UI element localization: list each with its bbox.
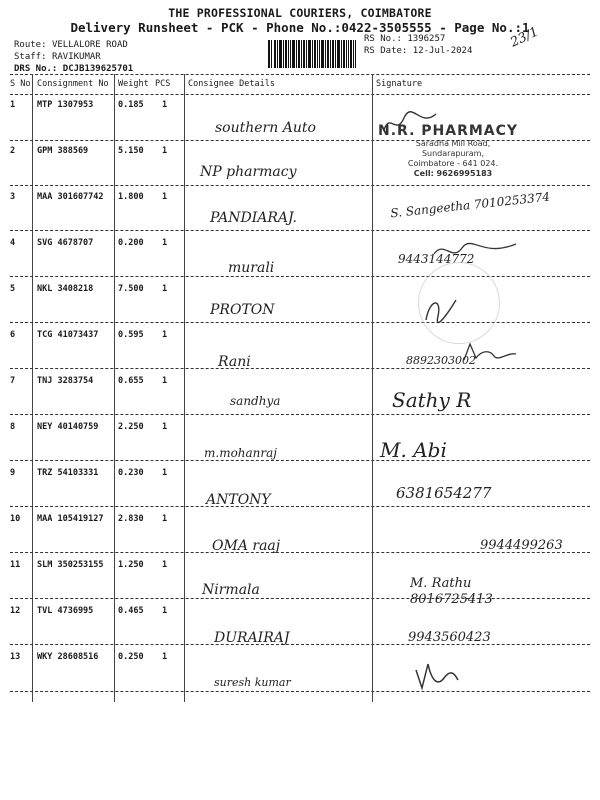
col-header-consignment: Consignment No: [37, 79, 109, 89]
row-9-weight: 0.230: [118, 468, 144, 478]
row-11-consignee: Nirmala: [202, 582, 260, 598]
signature-scribble-row5: [420, 294, 460, 324]
row-12-weight: 0.465: [118, 606, 144, 616]
row-13-weight: 0.250: [118, 652, 144, 662]
route-line: [14, 40, 128, 50]
row-1-consignment: MTP 1307953: [37, 100, 94, 110]
row-7-consignment: TNJ 3283754: [37, 376, 94, 386]
rs-date-line: [364, 46, 472, 56]
row-11-sno: 11: [10, 560, 21, 570]
row-9-pcs: 1: [162, 468, 168, 478]
row-10-signature: 9944499263: [480, 538, 563, 553]
row-8-pcs: 1: [162, 422, 168, 432]
row-divider: [10, 368, 590, 369]
row-3-signature: S. Sangeetha 7010253374: [389, 189, 551, 221]
row-4-consignment: SVG 4678707: [37, 238, 94, 248]
col-divider: [32, 74, 33, 702]
row-divider: [10, 644, 590, 645]
row-divider: [10, 230, 590, 231]
row-4-sno: 4: [10, 238, 16, 248]
row-11-consignment: SLM 350253155: [37, 560, 104, 570]
barcode-image: [268, 40, 356, 68]
table-top-border: [10, 74, 590, 75]
row-4-weight: 0.200: [118, 238, 144, 248]
row-10-pcs: 1: [162, 514, 168, 524]
row-8-sno: 8: [10, 422, 16, 432]
row-8-consignment: NEY 40140759: [37, 422, 99, 432]
row-3-weight: 1.800: [118, 192, 144, 202]
stamp-line-4: Cell: 9626995183: [413, 169, 493, 178]
row-7-consignee: sandhya: [230, 394, 281, 408]
route-value: VELLALORE ROAD: [51, 40, 128, 50]
row-13-pcs: 1: [162, 652, 168, 662]
row-4-consignee: murali: [228, 260, 275, 276]
row-12-consignee: DURAIRAJ: [214, 630, 290, 646]
handwritten-note: 23/1: [508, 24, 542, 51]
row-7-sno: 7: [10, 376, 16, 386]
drs-value: DCJB139625701: [62, 64, 134, 74]
stamp-line-3: Coimbatore - 641 024.: [407, 159, 499, 168]
row-2-consignment: GPM 388569: [37, 146, 89, 156]
rs-date-value: 12-Jul-2024: [412, 46, 473, 56]
row-divider: [10, 414, 590, 415]
row-3-sno: 3: [10, 192, 16, 202]
col-divider: [184, 74, 185, 702]
row-8-weight: 2.250: [118, 422, 144, 432]
drs-line: [14, 64, 133, 74]
row-divider: [10, 322, 590, 323]
row-2-sno: 2: [10, 146, 16, 156]
row-3-consignment: MAA 301607742: [37, 192, 104, 202]
row-6-sno: 6: [10, 330, 16, 340]
row-2-pcs: 1: [162, 146, 168, 156]
row-5-consignment: NKL 3408218: [37, 284, 94, 294]
row-6-signature: 8892303002: [406, 354, 476, 367]
staff-value: RAVIKUMAR: [51, 52, 101, 62]
row-1-weight: 0.185: [118, 100, 144, 110]
col-divider: [372, 74, 373, 702]
row-5-sno: 5: [10, 284, 16, 294]
row-7-pcs: 1: [162, 376, 168, 386]
staff-label: Staff:: [14, 52, 47, 62]
signature-scribble-row1: [380, 108, 440, 138]
row-divider: [10, 185, 590, 186]
row-divider: [10, 276, 590, 277]
col-header-pcs: PCS: [155, 79, 171, 89]
row-4-pcs: 1: [162, 238, 168, 248]
rs-no-label: RS No.:: [364, 34, 402, 44]
row-12-consignment: TVL 4736995: [37, 606, 94, 616]
row-2-consignee: NP pharmacy: [200, 164, 297, 180]
table-bottom-border: [10, 691, 590, 692]
row-11-pcs: 1: [162, 560, 168, 570]
company-title: THE PROFESSIONAL COURIERS, COIMBATORE: [168, 6, 432, 20]
route-label: Route:: [14, 40, 47, 50]
row-12-sno: 12: [10, 606, 21, 616]
row-13-consignment: WKY 28608516: [37, 652, 99, 662]
row-9-signature: 6381654277: [396, 484, 492, 502]
row-7-weight: 0.655: [118, 376, 144, 386]
rs-date-label: RS Date:: [364, 46, 408, 56]
stamp-name: N.R. PHARMACY: [378, 123, 519, 139]
signature-scribble-row6: [460, 340, 520, 364]
signature-scribble-row13: [410, 658, 460, 692]
row-9-consignee: ANTONY: [206, 492, 271, 508]
runsheet-title: Delivery Runsheet - PCK - Phone No.:0422-3505555 - Page No.:1: [70, 20, 530, 35]
row-1-consignee: southern Auto: [215, 120, 316, 136]
row-5-consignee: PROTON: [210, 302, 275, 318]
col-header-signature: Signature: [376, 79, 423, 89]
row-12-signature: 9943560423: [408, 630, 491, 645]
row-4-signature: 9443144772: [398, 252, 475, 266]
staff-line: [14, 52, 101, 62]
rs-no-value: 1396257: [407, 34, 446, 44]
row-10-consignment: MAA 105419127: [37, 514, 104, 524]
stamp-line-2: Sundarapuram,: [421, 149, 485, 158]
rs-no-line: [364, 34, 445, 44]
row-9-sno: 9: [10, 468, 16, 478]
row-6-consignee: Rani: [218, 354, 251, 370]
col-header-weight: Weight: [118, 79, 149, 89]
row-1-sno: 1: [10, 100, 16, 110]
row-divider: [10, 460, 590, 461]
row-7-signature: Sathy R: [392, 388, 472, 412]
row-6-consignment: TCG 41073437: [37, 330, 99, 340]
row-11-signature: M. Rathu 8016725413: [410, 576, 493, 607]
row-10-consignee: OMA raaj: [212, 538, 281, 554]
row-10-weight: 2.830: [118, 514, 144, 524]
row-8-consignee: m.mohanraj: [204, 446, 278, 460]
signature-scribble-row4: [430, 236, 520, 264]
row-1-pcs: 1: [162, 100, 168, 110]
row-13-sno: 13: [10, 652, 21, 662]
header-bottom-border: [10, 94, 590, 95]
row-divider: [10, 506, 590, 507]
col-header-sno: S No: [10, 79, 31, 89]
row-2-weight: 5.150: [118, 146, 144, 156]
row-6-pcs: 1: [162, 330, 168, 340]
row-8-signature: M. Abi: [380, 438, 447, 462]
row-5-weight: 7.500: [118, 284, 144, 294]
row-10-sno: 10: [10, 514, 21, 524]
row-13-consignee: suresh kumar: [214, 676, 291, 689]
row-11-weight: 1.250: [118, 560, 144, 570]
row-12-pcs: 1: [162, 606, 168, 616]
row-3-pcs: 1: [162, 192, 168, 202]
col-header-consignee: Consignee Details: [188, 79, 275, 89]
col-divider: [114, 74, 115, 702]
row-6-weight: 0.595: [118, 330, 144, 340]
drs-label: DRS No.:: [14, 64, 58, 74]
row-9-consignment: TRZ 54103331: [37, 468, 99, 478]
row-5-pcs: 1: [162, 284, 168, 294]
stamp-line-1: Saradha Mill Road,: [415, 139, 491, 148]
row-3-consignee: PANDIARAJ.: [210, 210, 297, 226]
